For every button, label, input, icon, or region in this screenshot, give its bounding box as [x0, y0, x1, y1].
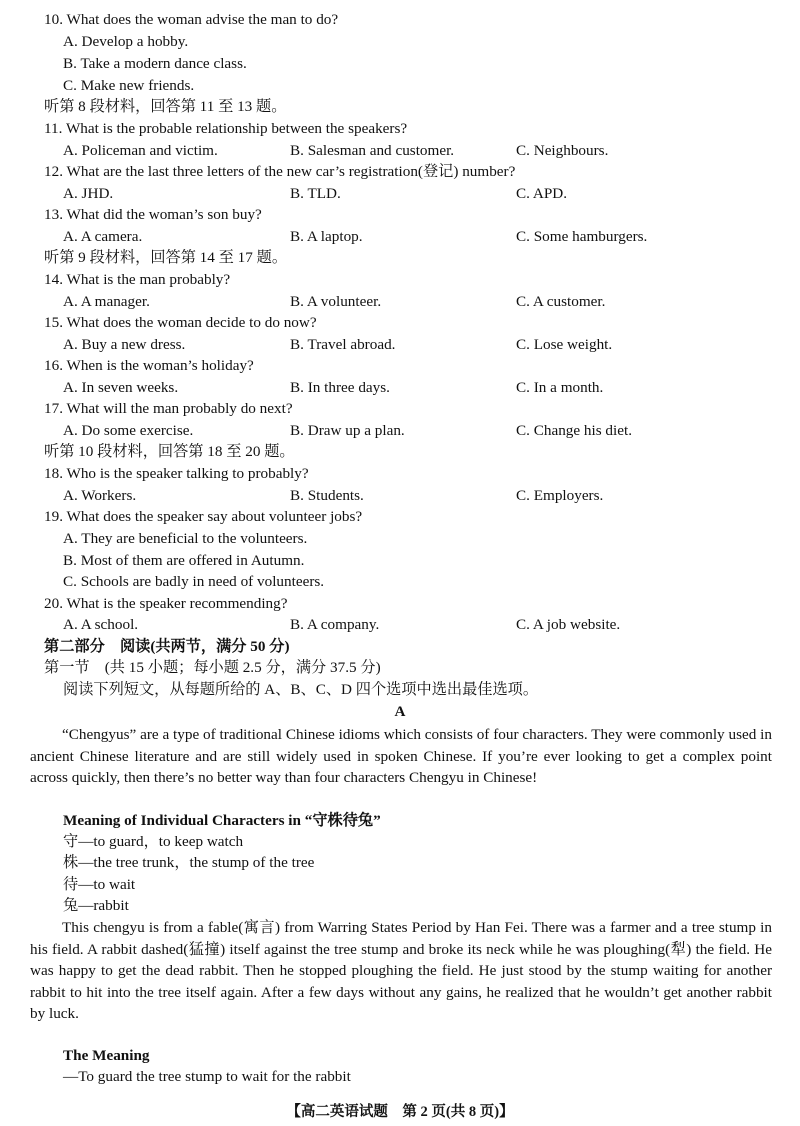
section-9-instruction: 听第 9 段材料，回答第 14 至 17 题。 [44, 249, 287, 266]
question-18: 18. Who is the speaker talking to probably? [44, 465, 309, 482]
question-15: 15. What does the woman decide to do now? [44, 314, 317, 331]
q10-option-a: A. Develop a hobby. [63, 33, 189, 50]
q10-option-b: B. Take a modern dance class. [63, 55, 247, 72]
q17-option-c: C. Change his diet. [516, 422, 633, 439]
q18-option-b: B. Students. [290, 487, 364, 504]
question-11: 11. What is the probable relationship between the speakers? [44, 120, 408, 137]
q19-option-c: C. Schools are badly in need of volunteers. [63, 573, 325, 590]
q18-option-c: C. Employers. [516, 487, 604, 504]
passage-paragraph-1: “Chengyus” are a type of traditional Chinese idioms which consists of four characters. They were commonly used in ancient Chinese literature and are still widely used in spoken Chinese. If you’re ever looking to get a complex point across quickly, then there’s no better way than four characters Chengyu in Chinese! [30, 726, 772, 787]
character-2: 株—the tree trunk，the stump of the tree [63, 854, 315, 871]
q11-option-a: A. Policeman and victim. [63, 142, 218, 159]
q17-option-a: A. Do some exercise. [63, 422, 194, 439]
q17-option-b: B. Draw up a plan. [290, 422, 405, 439]
section-8-instruction: 听第 8 段材料，回答第 11 至 13 题。 [44, 98, 287, 115]
passage-label: A [394, 703, 406, 720]
q14-option-a: A. A manager. [63, 293, 150, 310]
q12-option-b: B. TLD. [290, 185, 341, 202]
q12-option-c: C. APD. [516, 185, 568, 202]
reading-instruction: 阅读下列短文，从每题所给的 A、B、C、D 四个选项中选出最佳选项。 [63, 681, 539, 698]
q20-option-a: A. A school. [63, 616, 139, 633]
section-10-instruction: 听第 10 段材料，回答第 18 至 20 题。 [44, 443, 295, 460]
q19-option-a: A. They are beneficial to the volunteers. [63, 530, 308, 547]
q15-option-a: A. Buy a new dress. [63, 336, 186, 353]
q13-option-a: A. A camera. [63, 228, 143, 245]
question-20: 20. What is the speaker recommending? [44, 595, 288, 612]
meaning-heading: Meaning of Individual Characters in “守株待兔” [63, 812, 381, 829]
question-19: 19. What does the speaker say about volunteer jobs? [44, 508, 363, 525]
q14-option-b: B. A volunteer. [290, 293, 382, 310]
question-12: 12. What are the last three letters of the new car’s registration(登记) number? [44, 163, 516, 180]
q20-option-c: C. A job website. [516, 616, 621, 633]
q13-option-c: C. Some hamburgers. [516, 228, 648, 245]
character-3: 待—to wait [63, 876, 136, 893]
question-17: 17. What will the man probably do next? [44, 400, 293, 417]
question-14: 14. What is the man probably? [44, 271, 231, 288]
the-meaning-heading: The Meaning [63, 1047, 150, 1064]
q13-option-b: B. A laptop. [290, 228, 363, 245]
section-one-title: 第一节 (共 15 小题；每小题 2.5 分，满分 37.5 分) [44, 659, 381, 676]
q16-option-a: A. In seven weeks. [63, 379, 179, 396]
meaning-text: —To guard the tree stump to wait for the rabbit [63, 1068, 351, 1085]
q12-option-a: A. JHD. [63, 185, 114, 202]
q11-option-c: C. Neighbours. [516, 142, 609, 159]
q15-option-c: C. Lose weight. [516, 336, 613, 353]
q19-option-b: B. Most of them are offered in Autumn. [63, 552, 305, 569]
q15-option-b: B. Travel abroad. [290, 336, 396, 353]
question-16: 16. When is the woman’s holiday? [44, 357, 254, 374]
character-4: 兔—rabbit [63, 897, 129, 914]
page-footer: 【高二英语试题 第 2 页(共 8 页)】 [286, 1104, 514, 1120]
passage-paragraph-2: This chengyu is from a fable(寓言) from Warring States Period by Han Fei. There was a farmer and a tree stump in his field. A rabbit dashed(猛撞) itself against the tree stump and broke its neck while he was ploughing(犁) the field. He was happy to get the dead rabbit. Then he stopped ploughing the field. He just stood by the stump waiting for another rabbit to hit into the tree itself again. After a few days without any gains, he realized that he wouldn’t get another rabbit by luck. [30, 919, 772, 1023]
q20-option-b: B. A company. [290, 616, 380, 633]
question-10: 10. What does the woman advise the man to do? [44, 11, 339, 28]
q16-option-c: C. In a month. [516, 379, 604, 396]
q18-option-a: A. Workers. [63, 487, 137, 504]
q16-option-b: B. In three days. [290, 379, 390, 396]
q11-option-b: B. Salesman and customer. [290, 142, 455, 159]
character-1: 守—to guard，to keep watch [63, 833, 244, 850]
q14-option-c: C. A customer. [516, 293, 606, 310]
q10-option-c: C. Make new friends. [63, 77, 195, 94]
question-13: 13. What did the woman’s son buy? [44, 206, 262, 223]
part-two-title: 第二部分 阅读(共两节，满分 50 分) [44, 638, 290, 655]
